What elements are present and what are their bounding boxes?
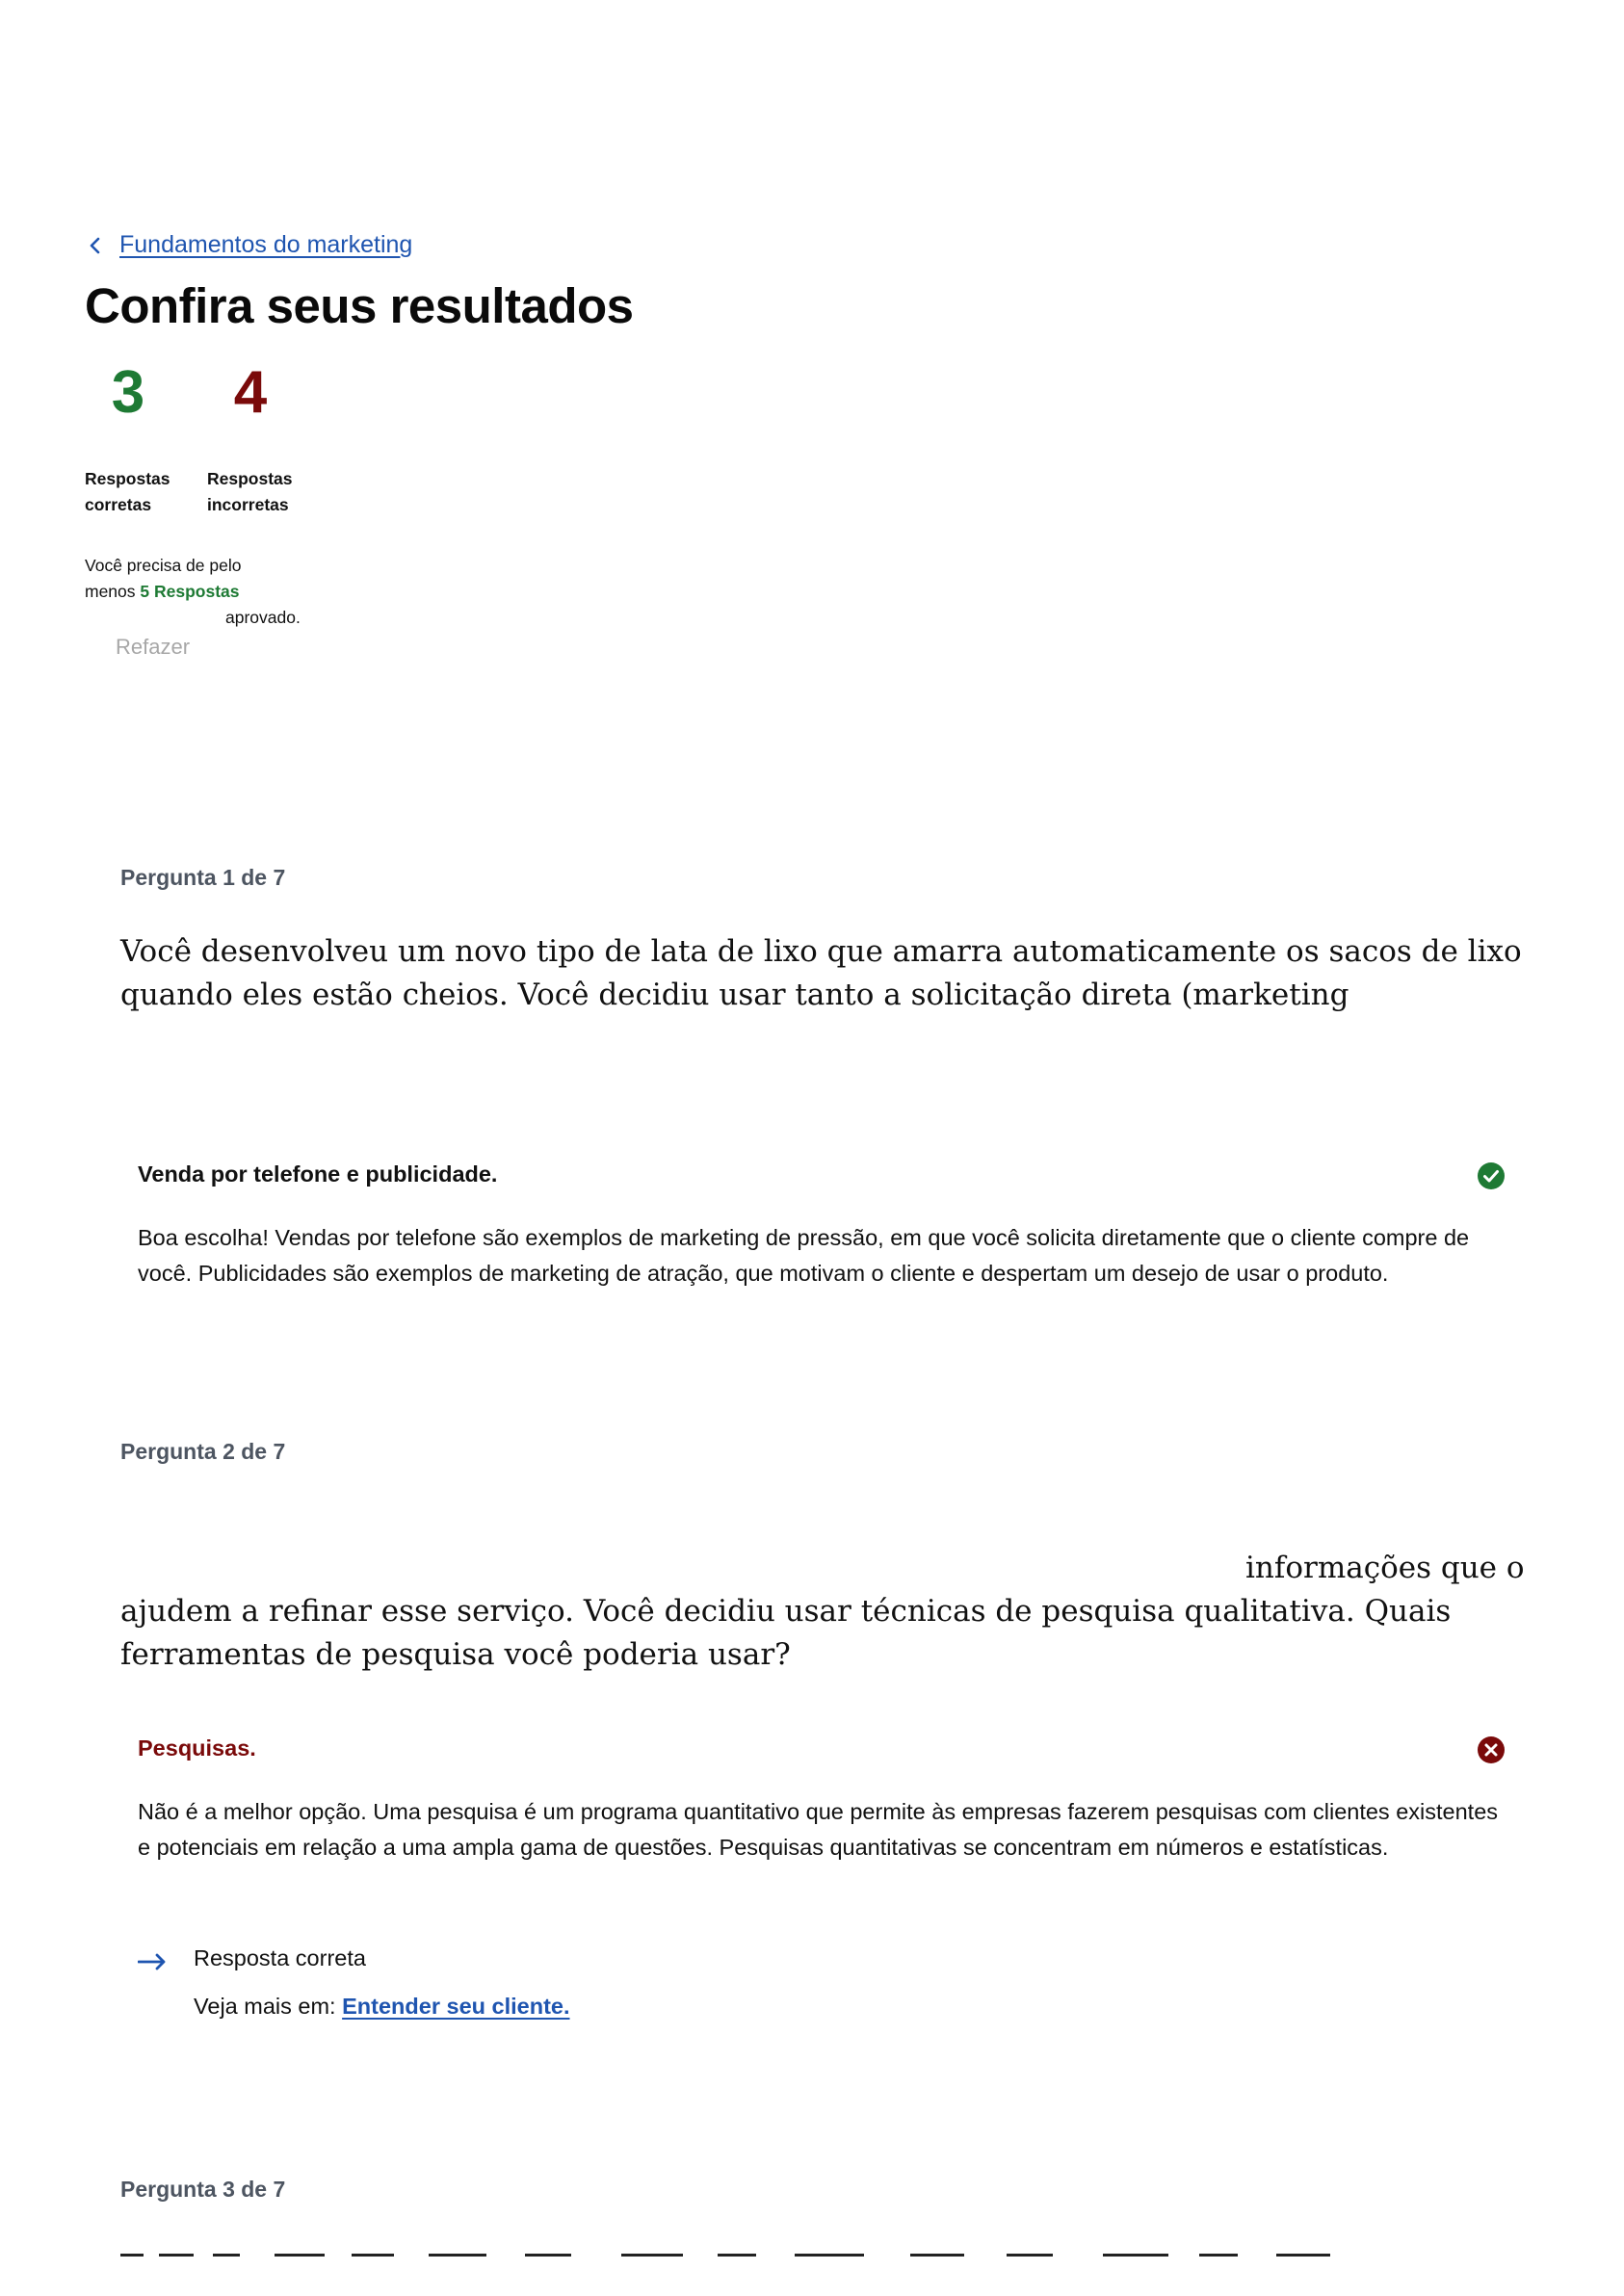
answer-feedback: Não é a melhor opção. Uma pesquisa é um programa quantitativo que permite às empresas fazerem pesquisas com clientes existentes e potenciais em relação a uma ampla gama de questões. Pesquisas quantitativas se concentram em números e estatísticas. [138, 1799, 1499, 1860]
arrow-right-icon [138, 1953, 167, 1970]
x-circle-icon [1477, 1735, 1506, 1764]
page-title: Confira seus resultados [85, 278, 634, 333]
pass-requirement-note [85, 553, 301, 627]
retry-button[interactable]: Refazer [100, 630, 205, 665]
correct-count: 3 [111, 359, 145, 426]
breadcrumb-link[interactable]: Fundamentos do marketing [119, 231, 413, 258]
answer-feedback: Boa escolha! Vendas por telefone são exemplos de marketing de pressão, em que você solicita diretamente que o cliente compre de você. Publicidades são exemplos de marketing de atração, que motivam o cliente e despertam um desejo de usar o produto. [138, 1225, 1470, 1286]
question-text-line1: informações que o [1245, 1551, 1525, 1585]
question-text: Você desenvolveu um novo tipo de lata de lixo que amarra automaticamente os sacos de lixo quando eles estão cheios. Você decidiu usar tanto a solicitação direta (marketing [120, 934, 1522, 1012]
see-more [194, 1994, 570, 2020]
see-more-prefix: Veja mais em: [194, 1994, 336, 2019]
pass-note-start: Você precisa de pelo menos [85, 556, 242, 601]
chevron-left-icon [85, 235, 106, 256]
question-text-cut-off [120, 2254, 1373, 2296]
correct-label: Respostas corretas [85, 469, 170, 514]
question-text: ajudem a refinar esse serviço. Você decidiu usar técnicas de pesquisa qualitativa. Quais ferramentas de pesquisa você poderia usar? [120, 1594, 1452, 1672]
selected-answer: Pesquisas. [138, 1735, 256, 1761]
breadcrumb[interactable] [85, 231, 412, 259]
incorrect-count: 4 [233, 359, 268, 426]
selected-answer: Venda por telefone e publicidade. [138, 1161, 498, 1187]
pass-note-end: aprovado. [225, 608, 301, 627]
check-circle-icon [1477, 1161, 1506, 1190]
question-label: Pergunta 1 de 7 [120, 865, 286, 890]
question-label: Pergunta 3 de 7 [120, 2177, 286, 2202]
question-label: Pergunta 2 de 7 [120, 1439, 286, 1464]
incorrect-label: Respostas incorretas [207, 469, 293, 514]
answer-row [138, 1161, 1506, 1200]
answer-row [138, 1735, 1506, 1774]
see-more-link[interactable]: Entender seu cliente. [342, 1994, 570, 2019]
pass-note-required: 5 Respostas [140, 582, 240, 601]
correct-answer-label: Resposta correta [194, 1945, 366, 1970]
